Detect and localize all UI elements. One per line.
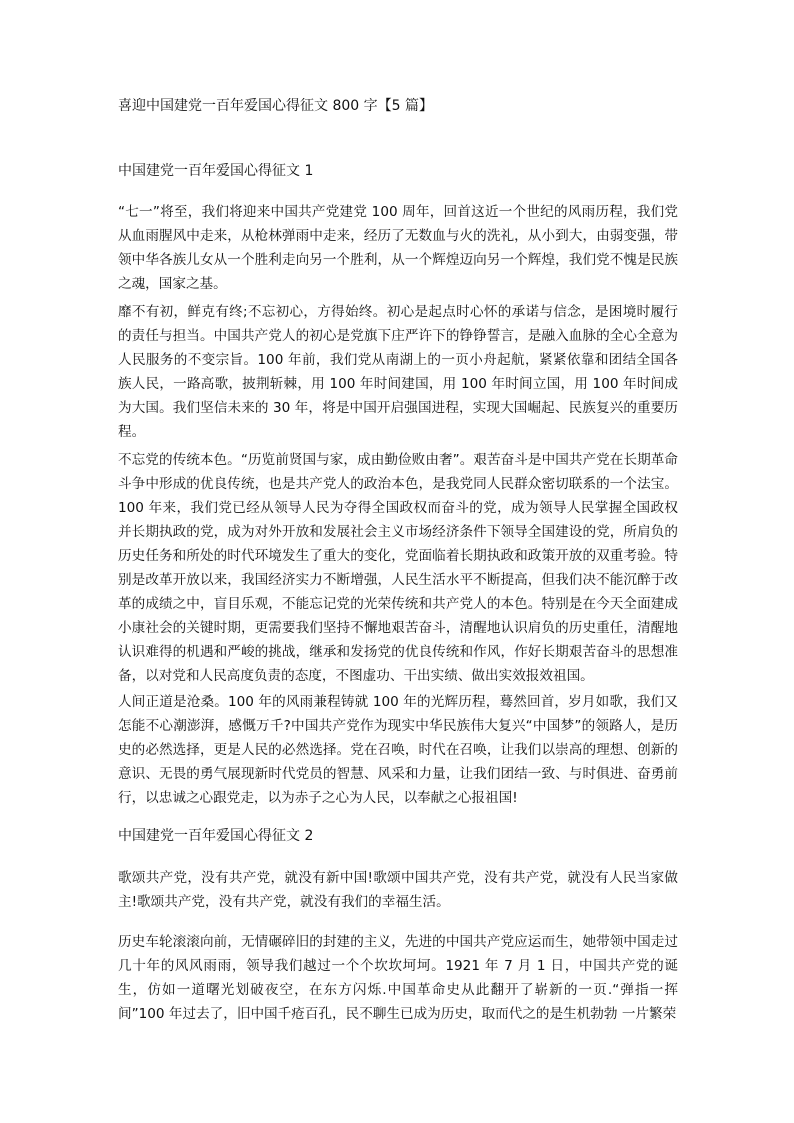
paragraph: 人间正道是沧桑。100 年的风雨兼程铸就 100 年的光辉历程，蓦然回首，岁月如歌，我们又怎能不心潮澎湃，感慨万千?中国共产党作为现实中华民族伟大复兴“中国梦”的领路人，是历史的必然选择，更是人民的必然选择。党在召唤，时代在召唤，让我们以崇高的理想、创新的意识、无畏的勇气展现新时代党员的智慧、风采和力量，让我们团结一致、与时俱进、奋勇前行，以忠诚之心跟党走，以为赤子之心为人民，以奉献之心报祖国! — [118, 694, 678, 806]
paragraph: 历史车轮滚滚向前，无情碾碎旧的封建的主义，先进的中国共产党应运而生，她带领中国走过几十年的风风雨雨，领导我们越过一个个坎坎坷坷。1921 年 7 月 1 日，中国共产党的诞生，仿如一道曙光划破夜空，在东方闪烁.中国革命史从此翻开了崭新的一页.“弹指一挥间”100 年过去了，旧中国千疮百孔，民不聊生已成为历史，取而代之的是生机勃勃 一片繁荣 — [118, 934, 678, 1022]
paragraph: 靡不有初，鲜克有终;不忘初心，方得始终。初心是起点时心怀的承诺与信念，是困境时履行的责任与担当。中国共产党人的初心是党旗下庄严许下的铮铮誓言，是融入血脉的全心全意为人民服务的不变宗旨。100 年前，我们党从南湖上的一页小舟起航，紧紧依靠和团结全国各族人民，一路高歌，披荆斩棘，用 100 年时间建国，用 100 年时间立国，用 100 年时间成为大国。我们坚信未来的 30 年，将是中国开启强国进程，实现大国崛起、民族复兴的重要历程。 — [118, 304, 678, 440]
paragraph: 歌颂共产党，没有共产党，就没有新中国!歌颂中国共产党，没有共产党，就没有人民当家做主!歌颂共产党，没有共产党，就没有我们的幸福生活。 — [118, 870, 678, 910]
paragraph: “七一”将至，我们将迎来中国共产党建党 100 周年，回首这近一个世纪的风雨历程，我们党从血雨腥风中走来，从枪林弹雨中走来，经历了无数血与火的洗礼，从小到大，由弱变强，带领中华各族儿女从一个胜利走向另一个胜利，从一个辉煌迈向另一个辉煌，我们党不愧是民族之魂，国家之基。 — [118, 204, 678, 292]
section-heading-1: 中国建党一百年爱国心得征文 1 — [118, 163, 314, 179]
section-heading-2: 中国建党一百年爱国心得征文 2 — [118, 828, 314, 844]
document-title: 喜迎中国建党一百年爱国心得征文 800 字【5 篇】 — [118, 98, 433, 114]
paragraph: 不忘党的传统本色。“历览前贤国与家，成由勤俭败由奢”。艰苦奋斗是中国共产党在长期革命斗争中形成的优良传统，也是共产党人的政治本色，是我党同人民群众密切联系的一个法宝。100 年来，我们党已经从领导人民为夺得全国政权而奋斗的党，成为领导人民掌握全国政权并长期执政的党，成为对外开放和发展社会主义市场经济条件下领导全国建设的党，所肩负的历史任务和所处的时代环境发生了重大的变化，党面临着长期执政和政策开放的双重考验。特别是改革开放以来，我国经济实力不断增强，人民生活水平不断提高，但我们决不能沉醉于改革的成绩之中，盲目乐观，不能忘记党的光荣传统和共产党人的本色。特别是在今天全面建成小康社会的关键时期，更需要我们坚持不懈地艰苦奋斗，清醒地认识肩负的历史重任，清醒地认识难得的机遇和严峻的挑战，继承和发扬党的优良传统和作风，作好长期艰苦奋斗的思想准备，以对党和人民高度负责的态度，不图虚功、干出实绩、做出实效报效祖国。 — [118, 452, 678, 684]
